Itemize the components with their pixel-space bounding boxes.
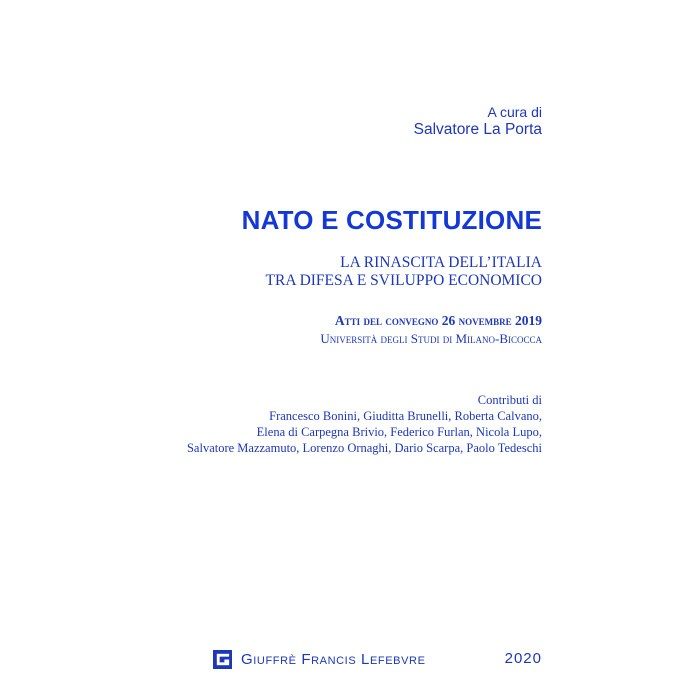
publication-year: 2020	[504, 650, 542, 667]
contributors-line: Salvatore Mazzamuto, Lorenzo Ornaghi, Dario Scarpa, Paolo Tedeschi	[186, 441, 542, 455]
publisher-name: Giuffrè Francis Lefebvre	[241, 651, 426, 668]
contributions-label: Contributi di	[477, 393, 542, 407]
contributors-line: Elena di Carpegna Brivio, Federico Furlan, Nicola Lupo,	[256, 425, 542, 439]
contributors-line: Francesco Bonini, Giuditta Brunelli, Roberta Calvano,	[269, 409, 542, 423]
subtitle-line: TRA DIFESA E SVILUPPO ECONOMICO	[265, 272, 542, 289]
publisher-logo-icon	[213, 650, 232, 669]
editor-name: Salvatore La Porta	[413, 121, 542, 138]
editor-label: A cura di	[487, 104, 542, 120]
book-subtitle	[266, 254, 542, 290]
subtitle-line: LA RINASCITA DELL’ITALIA	[340, 254, 542, 271]
proceedings-line: Atti del convegno 26 novembre 2019	[334, 313, 542, 328]
book-title: NATO E COSTITUZIONE	[241, 205, 542, 235]
contributors-list	[187, 408, 542, 456]
university-line: Università degli Studi di Milano-Bicocca	[320, 331, 542, 346]
publisher-brand	[213, 650, 426, 669]
